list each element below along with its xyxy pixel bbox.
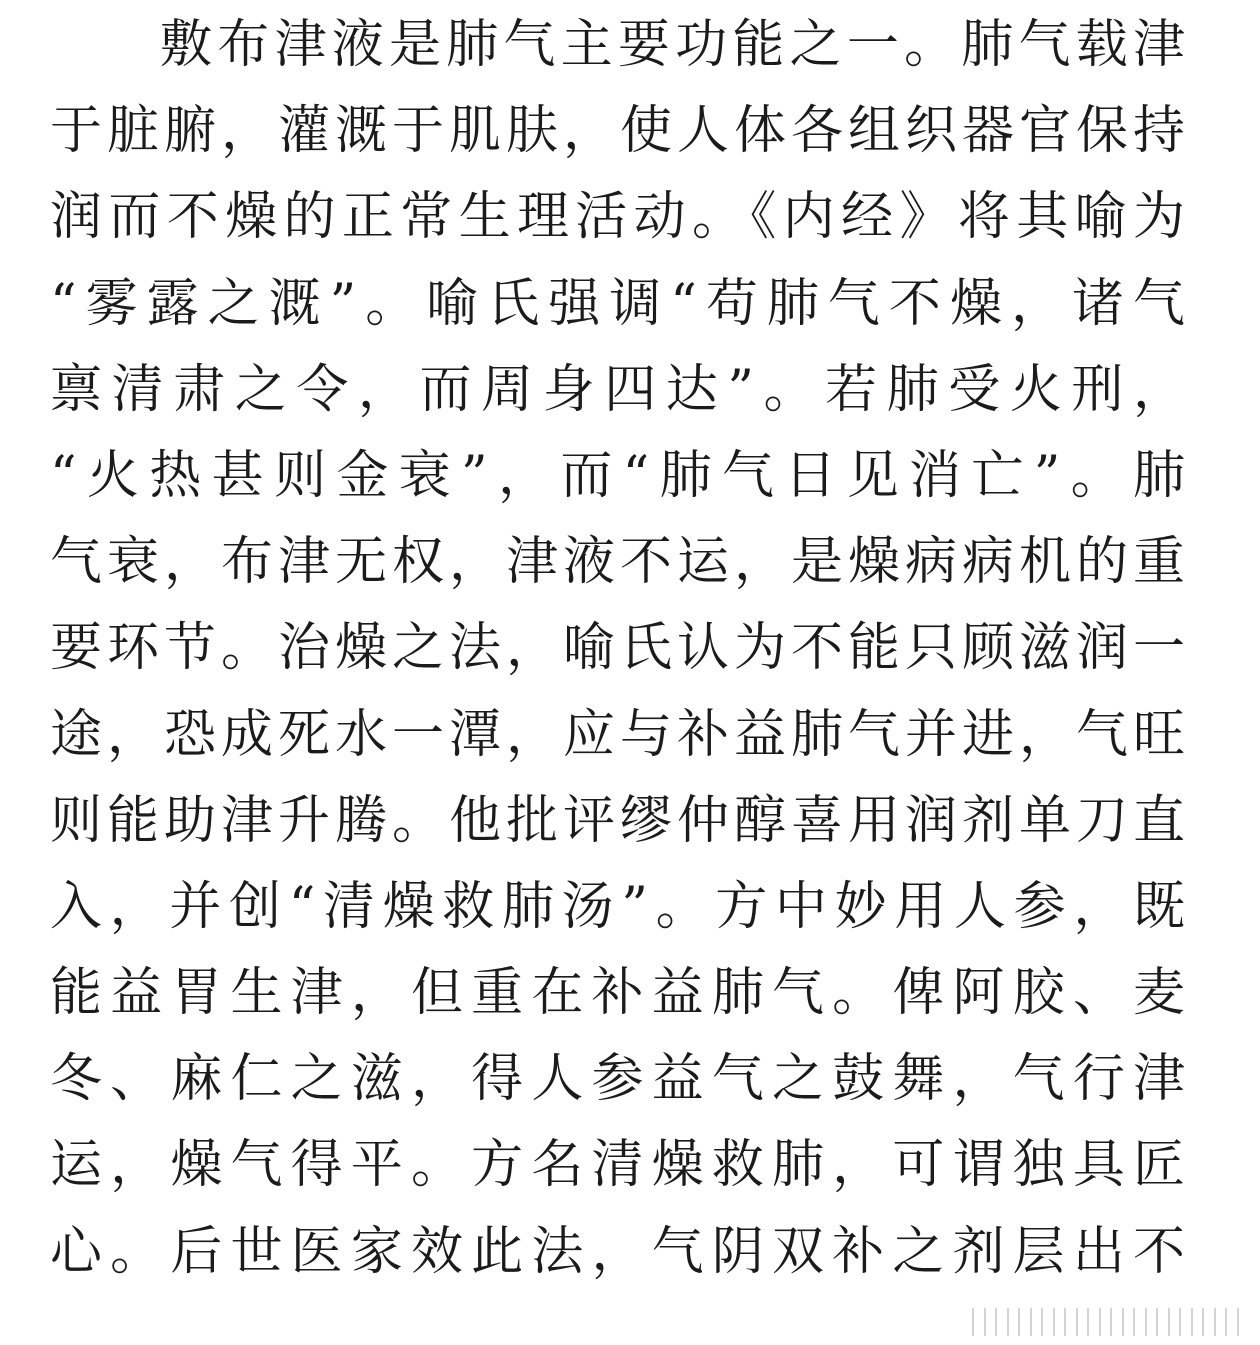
text-line-6: “火热甚则金衰”，而“肺气日见消亡”。肺 xyxy=(50,445,1185,506)
watermark-stripe xyxy=(1007,1308,1009,1336)
watermark-stripe xyxy=(1053,1308,1055,1336)
watermark-stripe xyxy=(1156,1308,1158,1336)
watermark-stripe xyxy=(1041,1308,1043,1336)
text-line-14: 运，燥气得平。方名清燥救肺，可谓独具匠 xyxy=(50,1135,1185,1196)
paragraph xyxy=(50,2,1185,1295)
text-line-5: 禀清肃之令，而周身四达”。若肺受火刑， xyxy=(50,359,1185,420)
watermark-stripe xyxy=(1237,1308,1239,1336)
watermark-stripe xyxy=(1145,1308,1147,1336)
watermark-stripe xyxy=(1133,1308,1135,1336)
watermark-stripe xyxy=(1030,1308,1032,1336)
watermark-stripe xyxy=(1225,1308,1227,1336)
text-line-13: 冬、麻仁之滋，得人参益气之鼓舞，气行津 xyxy=(50,1049,1185,1110)
watermark-stripe xyxy=(1099,1308,1101,1336)
watermark-stripe xyxy=(1168,1308,1170,1336)
watermark-stripe xyxy=(1064,1308,1066,1336)
watermark-stripe xyxy=(995,1308,997,1336)
watermark-stripe xyxy=(1179,1308,1181,1336)
text-line-15: 心。后世医家效此法，气阴双补之剂层出不 xyxy=(50,1221,1185,1282)
text-line-2: 于脏腑，灌溉于肌肤，使人体各组织器官保持 xyxy=(50,101,1185,162)
watermark-stripe xyxy=(972,1308,974,1336)
watermark-stripes-icon xyxy=(972,1308,1248,1336)
watermark-stripe xyxy=(1191,1308,1193,1336)
watermark-stripe xyxy=(1122,1308,1124,1336)
text-line-4: “雾露之溉”。喻氏强调“苟肺气不燥，诸气 xyxy=(50,273,1185,334)
watermark-stripe xyxy=(1110,1308,1112,1336)
text-line-10: 则能助津升腾。他批评缪仲醇喜用润剂单刀直 xyxy=(50,790,1185,851)
watermark-stripe xyxy=(1076,1308,1078,1336)
text-line-12: 能益胃生津，但重在补益肺气。俾阿胶、麦 xyxy=(50,963,1185,1024)
text-line-8: 要环节。治燥之法，喻氏认为不能只顾滋润一 xyxy=(50,618,1185,679)
watermark-stripe xyxy=(1018,1308,1020,1336)
text-line-9: 途，恐成死水一潭，应与补益肺气并进，气旺 xyxy=(50,704,1185,765)
watermark-stripe xyxy=(1087,1308,1089,1336)
text-line-7: 气衰，布津无权，津液不运，是燥病病机的重 xyxy=(50,532,1185,593)
watermark-stripe xyxy=(1202,1308,1204,1336)
watermark-stripe xyxy=(984,1308,986,1336)
text-line-3: 润而不燥的正常生理活动。《内经》将其喻为 xyxy=(50,187,1185,248)
text-line-11: 入，并创“清燥救肺汤”。方中妙用人参，既 xyxy=(50,876,1185,937)
watermark-stripe xyxy=(1214,1308,1216,1336)
text-line-1: 敷布津液是肺气主要功能之一。肺气载津 xyxy=(160,15,1185,75)
